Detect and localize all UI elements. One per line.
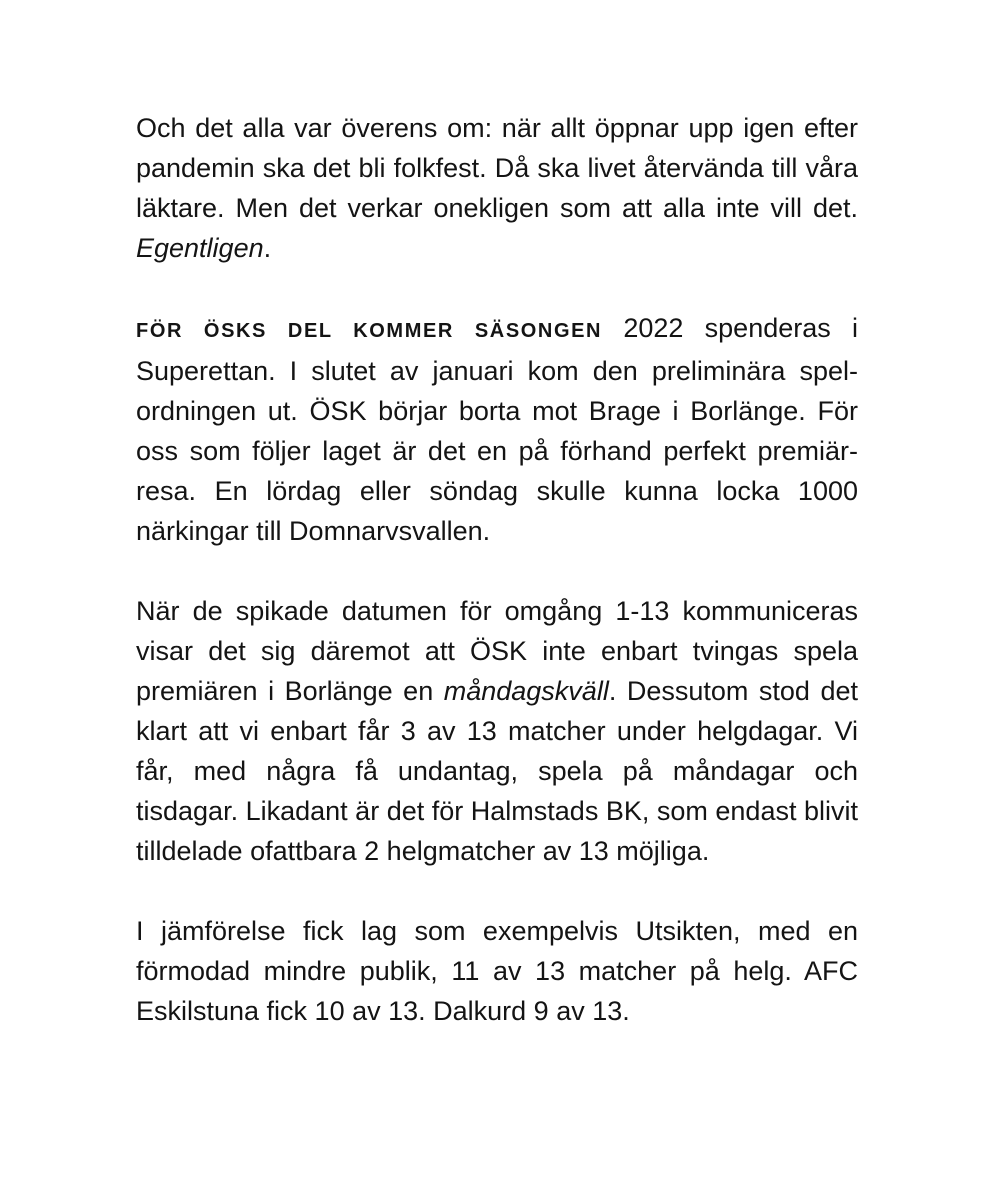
paragraph-1-tail: .: [263, 233, 272, 263]
paragraph-3-text: När de spikade datumen för omgång 1-13 kommuniceras visar det sig däremot att ÖSK inte enbart tvingas spela premiären i Borlänge en: [136, 596, 858, 706]
paragraph-3-emphasis: måndagskväll: [443, 676, 609, 706]
paragraph-1-text: Och det alla var överens om: när allt öppnar upp igen efter pandemin ska det bli folkfest. Då ska livet återvända till våra läktare. Men det verkar onekligen som att alla inte vill det.: [136, 113, 858, 223]
paragraph-3: [136, 591, 858, 871]
paragraph-4-text: I jämförelse fick lag som exempelvis Utsikten, med en förmodad mindre publik, 11 av 13 matcher på helg. AFC Eskilstuna fick 10 av 13. Dalkurd 9 av 13.: [136, 916, 858, 1026]
paragraph-3-tail: . Dessutom stod det klart att vi enbart får 3 av 13 matcher under helgdagar. Vi får, med några få undantag, spela på måndagar och tisdagar. Likadant är det för Halmstads BK, som endast blivit tilldelade ofattbara 2 helgmatcher av 13 möjliga.: [136, 676, 858, 866]
article-body: [136, 108, 858, 1071]
paragraph-2-text: 2022 spenderas i Superettan. I slutet av januari kom den preliminära spelordningen ut. ÖSK börjar borta mot Brage i Borlänge. För oss som följer laget är det en på förhand perfekt premiärresa. En lördag eller söndag skulle kunna locka 1000 närkingar till Domnarvsvallen.: [136, 313, 858, 546]
paragraph-2: [136, 308, 858, 551]
section-lead-in: FÖR ÖSKS DEL KOMMER SÄSONGEN: [136, 320, 603, 342]
paragraph-4: [136, 911, 858, 1031]
paragraph-1: [136, 108, 858, 268]
paragraph-1-emphasis: Egentligen: [136, 233, 264, 263]
